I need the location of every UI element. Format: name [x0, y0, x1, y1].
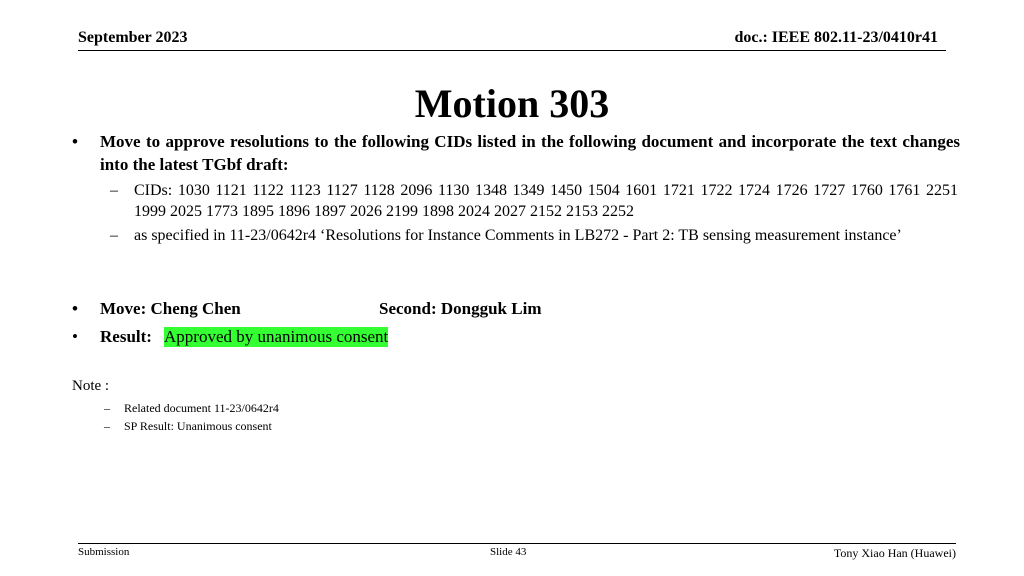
bullet-marker: •	[72, 132, 78, 151]
bullet-marker: •	[72, 327, 78, 346]
note-item-text: Related document 11-23/0642r4	[124, 401, 279, 415]
header-divider	[78, 50, 946, 51]
footer-slide-number: Slide 43	[490, 546, 527, 558]
dash-marker: –	[110, 227, 118, 244]
dash-marker: –	[104, 401, 110, 415]
cid-list-text: CIDs: 1030 1121 1122 1123 1127 1128 2096 1130 1348 1349 1450 1504 1601 1721 1722 1724 1726 1727 1760 1761 2251 1999 2025 1773 1895 1896 1897 2026 2199 1898 2024 2027 2152 2153 2252	[134, 182, 958, 220]
bullet-marker: •	[72, 299, 78, 318]
header-date: September 2023	[78, 29, 188, 46]
dash-marker: –	[104, 419, 110, 433]
result-label: Result:	[100, 327, 152, 346]
motion-text: Move to approve resolutions to the following CIDs listed in the following document and incorporate the text changes into the latest TGbf draft:	[100, 132, 960, 174]
reference-doc-text: as specified in 11-23/0642r4 ‘Resolutions for Instance Comments in LB272 - Part 2: TB sensing measurement instance’	[134, 227, 902, 244]
slide-title: Motion 303	[414, 81, 610, 126]
header-doc-id: doc.: IEEE 802.11-23/0410r41	[734, 29, 938, 46]
note-label: Note :	[72, 378, 110, 394]
footer-submission: Submission	[78, 546, 130, 558]
footer-divider	[78, 543, 956, 544]
dash-marker: –	[110, 182, 118, 199]
footer-author: Tony Xiao Han (Huawei)	[833, 546, 956, 560]
mover-name: Move: Cheng Chen	[100, 299, 241, 318]
note-item-text: SP Result: Unanimous consent	[124, 419, 272, 433]
seconder-name: Second: Dongguk Lim	[379, 299, 542, 318]
result-value-highlight: Approved by unanimous consent	[164, 327, 389, 346]
